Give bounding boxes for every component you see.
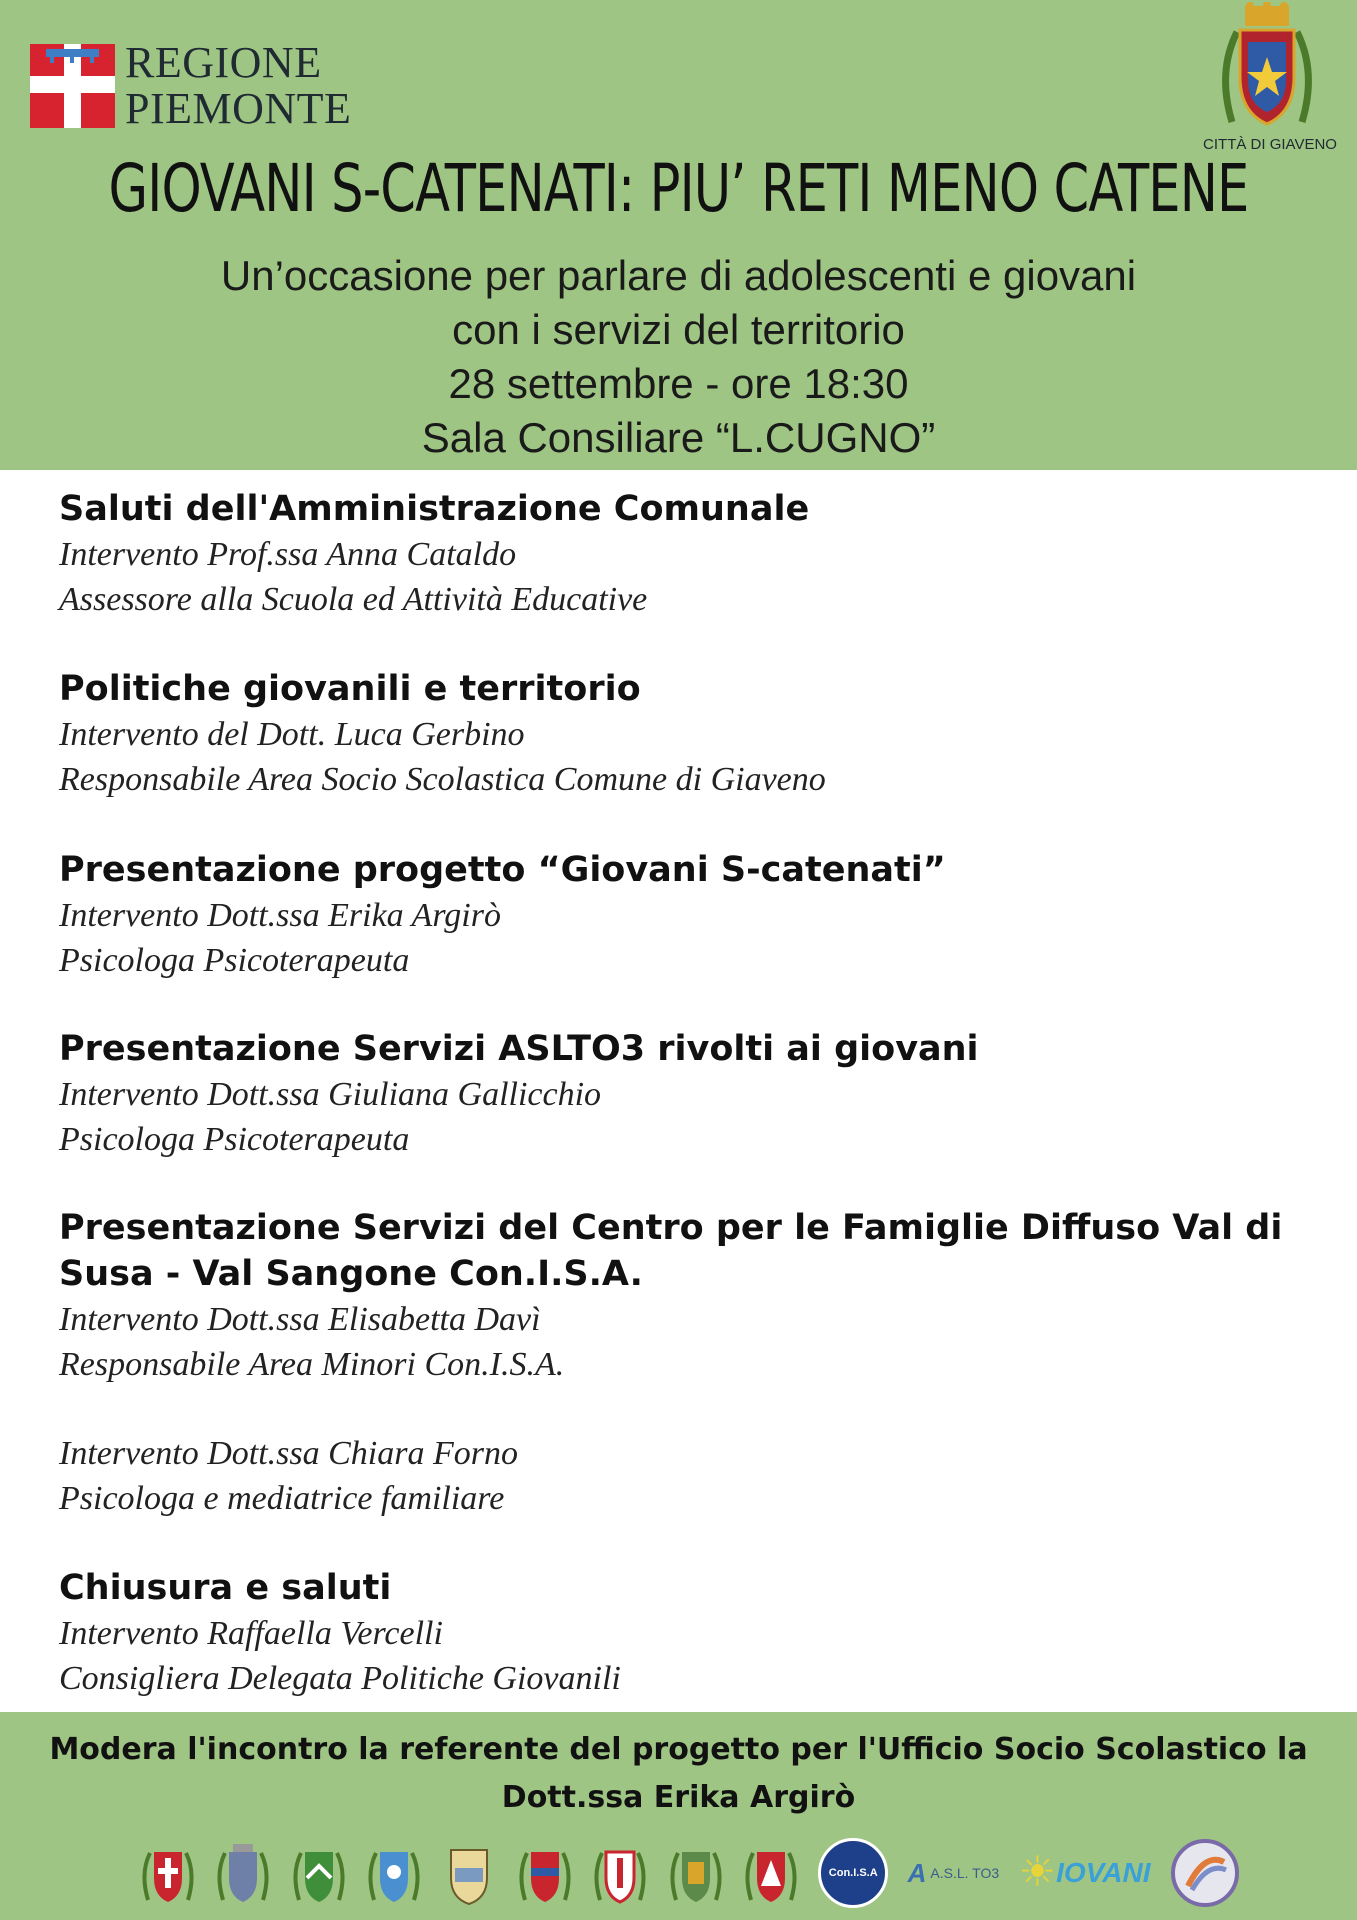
program-item-title-cont: Susa - Val Sangone Con.I.S.A.	[59, 1254, 643, 1294]
municipal-crest-icon	[140, 1838, 196, 1908]
politiche-giovani-logo	[1018, 1852, 1150, 1894]
conisa-logo-label: Con.I.S.A	[828, 1867, 878, 1879]
municipal-crest-icon	[215, 1838, 271, 1908]
event-title: GIOVANI S-CATENATI: PIU’ RETI MENO CATENE	[108, 150, 1249, 227]
subtitle-line1: Un’occasione per parlare di adolescenti e giovani	[220, 252, 1137, 299]
moderator-line1: Modera l'incontro la referente del progetto per l'Ufficio Socio Scolastico la	[49, 1732, 1308, 1767]
header-band	[0, 0, 1357, 470]
program-item-title: Chiusura e saluti	[59, 1568, 392, 1608]
municipal-crest-icon	[743, 1838, 799, 1908]
program-item-role: Consigliera Delegata Politiche Giovanili	[59, 1660, 621, 1697]
municipal-crest-icon	[366, 1838, 422, 1908]
asl-to3-label: A.S.L. TO3	[930, 1865, 1000, 1881]
program-item-speaker: Intervento Raffaella Vercelli	[59, 1615, 443, 1652]
program-item-role: Assessore alla Scuola ed Attività Educative	[59, 581, 648, 618]
footer-band	[0, 1712, 1357, 1920]
program-item-speaker: Intervento Dott.ssa Erika Argirò	[59, 897, 501, 934]
municipal-crest-icon	[592, 1838, 648, 1908]
municipal-crest-icon	[441, 1838, 497, 1908]
program-item-title: Presentazione progetto “Giovani S-catenati”	[59, 850, 946, 890]
program-item	[59, 847, 1309, 983]
program-item-role: Responsabile Area Socio Scolastica Comune di Giaveno	[59, 761, 826, 798]
program-item-speaker: Intervento Dott.ssa Chiara Forno	[59, 1435, 518, 1472]
giovani-label: IOVANI	[1056, 1857, 1151, 1888]
program-item-speaker: Intervento Dott.ssa Elisabetta Davì	[59, 1301, 541, 1338]
citta-di-giaveno-label: CITTÀ DI GIAVENO	[1203, 136, 1337, 153]
org-left-line1: REGIONE	[125, 38, 322, 87]
municipal-crest-icon	[668, 1838, 724, 1908]
program-item-title: Saluti dell'Amministrazione Comunale	[59, 489, 810, 529]
program-item-speaker: Intervento Dott.ssa Giuliana Gallicchio	[59, 1076, 602, 1113]
conisa-logo	[818, 1838, 888, 1908]
regione-piemonte-wordmark	[125, 40, 351, 132]
regione-piemonte-logo-icon	[30, 44, 115, 128]
program-item	[59, 1431, 1309, 1521]
program-item-role: Responsabile Area Minori Con.I.S.A.	[59, 1346, 565, 1383]
program-list	[59, 486, 1309, 1701]
partner-logos	[140, 1834, 1240, 1912]
moderator-note	[20, 1726, 1337, 1822]
municipal-crest-icon	[291, 1838, 347, 1908]
program-item	[59, 1026, 1309, 1162]
program-item	[59, 1205, 1309, 1387]
program-item-speaker: Intervento Prof.ssa Anna Cataldo	[59, 536, 517, 573]
subtitle-line2: con i servizi del territorio	[452, 306, 905, 353]
citta-di-giaveno-crest-icon	[1212, 2, 1322, 134]
program-item-title: Presentazione Servizi ASLTO3 rivolti ai giovani	[59, 1029, 979, 1069]
municipal-crest-icon	[517, 1838, 573, 1908]
sun-icon: ☀	[1018, 1850, 1057, 1896]
program-item-speaker: Intervento del Dott. Luca Gerbino	[59, 716, 525, 753]
program-item-title: Politiche giovanili e territorio	[59, 669, 641, 709]
round-badge-logo	[1170, 1838, 1240, 1908]
program-item-role: Psicologa Psicoterapeuta	[59, 942, 410, 979]
event-venue: Sala Consiliare “L.CUGNO”	[421, 414, 936, 461]
moderator-line2: Dott.ssa Erika Argirò	[501, 1780, 856, 1815]
program-item	[59, 666, 1309, 802]
program-item-role: Psicologa Psicoterapeuta	[59, 1121, 410, 1158]
program-item-title: Presentazione Servizi del Centro per le Famiglie Diffuso Val di	[59, 1208, 1283, 1248]
asl-to3-logo	[908, 1858, 1000, 1889]
program-item	[59, 1565, 1309, 1701]
asl-mark-icon: A	[907, 1857, 927, 1888]
org-left-line2: PIEMONTE	[125, 84, 352, 133]
event-date-time: 28 settembre - ore 18:30	[448, 360, 909, 407]
program-item	[59, 486, 1309, 622]
program-item-role: Psicologa e mediatrice familiare	[59, 1480, 505, 1517]
